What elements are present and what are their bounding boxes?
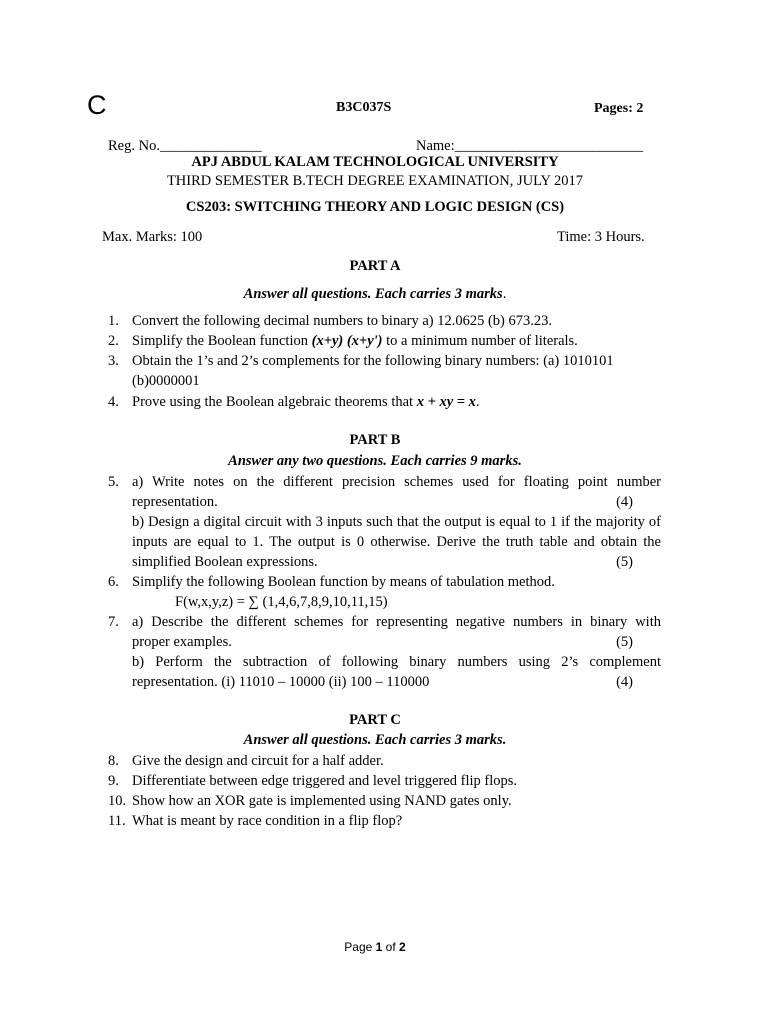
part-b-title: PART B (349, 432, 401, 448)
question-line-text: representation. (132, 494, 218, 510)
question-line: a) Write notes on the different precision schemes used for floating point number (132, 474, 661, 490)
question-9 (108, 771, 661, 791)
question-number: 4. (108, 394, 119, 410)
footer-page-word: Page (344, 940, 373, 954)
question-number: 3. (108, 353, 119, 369)
course-title: CS203: SWITCHING THEORY AND LOGIC DESIGN (CS) (185, 199, 565, 215)
question-2 (108, 331, 661, 351)
question-line (132, 632, 661, 652)
question-number: 5. (108, 474, 119, 490)
question-text (132, 472, 661, 572)
reg-no-field: Reg. No.______________ (108, 138, 262, 154)
university-name: APJ ABDUL KALAM TECHNOLOGICAL UNIVERSITY (191, 154, 559, 170)
question-10 (108, 791, 661, 811)
question-line: Simplify the following Boolean function by means of tabulation method. (132, 574, 555, 590)
set-letter: C (87, 90, 107, 120)
question-line: b) Perform the subtraction of following binary numbers using 2’s complement (132, 654, 661, 670)
question-text: Give the design and circuit for a half adder. (132, 753, 384, 769)
question-text-post: . (475, 394, 480, 410)
question-line (132, 552, 661, 572)
boolean-formula: F(w,x,y,z) = ∑ (1,4,6,7,8,9,10,11,15) (175, 594, 388, 610)
boolean-expression: x + xy = x (416, 394, 476, 410)
question-line: (b)0000001 (132, 373, 200, 389)
footer-of-word: of (385, 940, 396, 954)
paper-code: B3C037S (336, 100, 392, 115)
part-b-instruction: Answer any two questions. Each carries 9 marks. (228, 453, 522, 469)
question-number: 7. (108, 614, 119, 630)
question-7 (108, 612, 661, 692)
footer-total-pages: 2 (399, 940, 406, 954)
question-line-text: proper examples. (132, 634, 232, 650)
page-footer (0, 940, 750, 954)
question-text (132, 572, 661, 612)
question-6 (108, 572, 661, 612)
question-number: 6. (108, 574, 119, 590)
question-line: a) Describe the different schemes for representing negative numbers in binary with (132, 614, 661, 630)
question-3 (108, 351, 661, 391)
question-line-text: simplified Boolean expressions. (132, 554, 318, 570)
question-text-pre: Simplify the Boolean function (132, 333, 312, 349)
question-4 (108, 392, 661, 412)
question-line (132, 492, 661, 512)
question-5 (108, 472, 661, 572)
name-field: Name:__________________________ (416, 138, 644, 154)
question-text (132, 351, 661, 391)
question-line (132, 672, 661, 692)
part-a-instruction-period: . (502, 286, 507, 302)
question-text: Convert the following decimal numbers to binary a) 12.0625 (b) 673.23. (132, 313, 553, 329)
question-text: Show how an XOR gate is implemented using NAND gates only. (132, 793, 512, 809)
exam-time: Time: 3 Hours. (557, 229, 645, 245)
question-line-text: representation. (i) 11010 – 10000 (ii) 100 – 110000 (132, 674, 430, 690)
question-line: inputs are equal to 1. The output is 0 otherwise. Derive the truth table and obtain the (132, 534, 661, 550)
marks-label: (4) (616, 494, 633, 510)
boolean-expression: (x+y) (x+y') (311, 333, 383, 349)
question-number: 1. (108, 313, 119, 329)
question-line: Obtain the 1’s and 2’s complements for the following binary numbers: (a) 1010101 (132, 353, 614, 369)
question-number: 10. (108, 793, 127, 809)
question-text (132, 331, 661, 351)
part-a-instruction-text: Answer all questions. Each carries 3 marks (243, 286, 503, 302)
question-text: Differentiate between edge triggered and level triggered flip flops. (132, 773, 518, 789)
question-number: 9. (108, 773, 119, 789)
question-text: What is meant by race condition in a flip flop? (132, 813, 403, 829)
part-c-instruction: Answer all questions. Each carries 3 marks. (243, 732, 507, 748)
marks-label: (5) (616, 554, 633, 570)
max-marks: Max. Marks: 100 (102, 229, 203, 245)
question-11 (108, 811, 661, 831)
part-c-title: PART C (349, 712, 401, 728)
question-1 (108, 311, 661, 331)
page-count: Pages: 2 (594, 101, 644, 116)
part-a-title: PART A (349, 258, 401, 274)
marks-label: (4) (616, 674, 633, 690)
question-number: 11. (108, 813, 126, 829)
question-line: b) Design a digital circuit with 3 inputs such that the output is equal to 1 if the majority of (132, 514, 661, 530)
part-a-instruction (0, 286, 750, 303)
question-text (132, 612, 661, 692)
footer-current-page: 1 (375, 940, 383, 954)
question-text-pre: Prove using the Boolean algebraic theorems that (132, 394, 417, 410)
marks-label: (5) (616, 634, 633, 650)
question-number: 2. (108, 333, 119, 349)
question-number: 8. (108, 753, 119, 769)
question-8 (108, 751, 661, 771)
exam-title: THIRD SEMESTER B.TECH DEGREE EXAMINATION, JULY 2017 (166, 173, 584, 189)
question-text-post: to a minimum number of literals. (382, 333, 578, 349)
question-text (132, 392, 661, 412)
